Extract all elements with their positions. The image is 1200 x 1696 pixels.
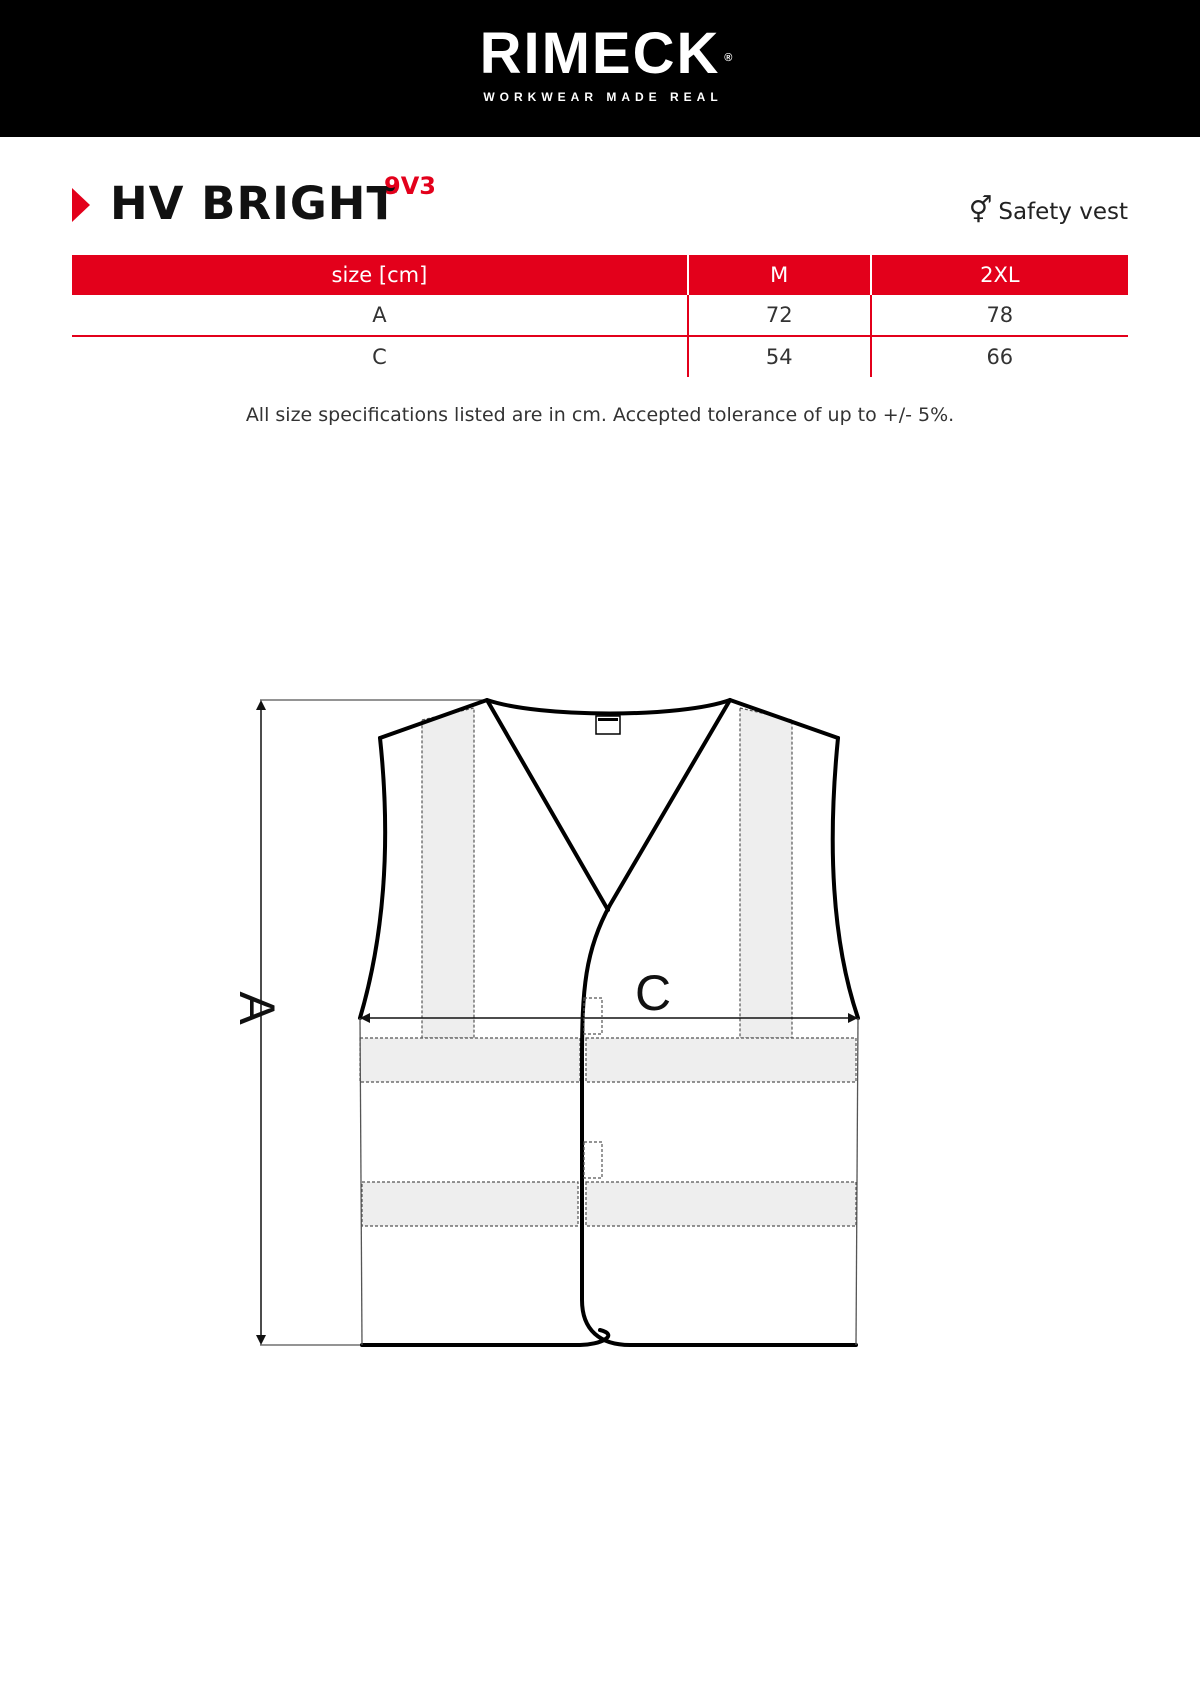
table-cell: 66 bbox=[871, 336, 1128, 377]
row-label: A bbox=[72, 295, 688, 336]
dimension-a-label: A bbox=[229, 991, 285, 1025]
header-size: size [cm] bbox=[72, 255, 688, 295]
table-cell: 72 bbox=[688, 295, 871, 336]
fastener-patches bbox=[584, 998, 602, 1178]
brand-name: RIMECK bbox=[479, 21, 721, 86]
product-name: HV BRIGHT bbox=[110, 177, 399, 230]
dimension-c-label: C bbox=[634, 965, 672, 1021]
header-m: M bbox=[688, 255, 871, 295]
product-code: 9V3 bbox=[384, 172, 436, 200]
brand-tagline: WORKWEAR MADE REAL bbox=[483, 90, 723, 104]
header-2xl: 2XL bbox=[871, 255, 1128, 295]
row-label: C bbox=[372, 345, 387, 369]
reflective-stripes bbox=[360, 708, 856, 1226]
unisex-gender-icon: ⚥ bbox=[968, 196, 993, 226]
table-cell: 78 bbox=[871, 295, 1128, 336]
category-label: Safety vest bbox=[998, 199, 1128, 225]
tolerance-note: All size specifications listed are in cm. Accepted tolerance of up to +/- 5%. bbox=[245, 404, 955, 426]
table-cell: 54 bbox=[688, 336, 871, 377]
registered-mark: ® bbox=[724, 52, 735, 64]
care-label bbox=[596, 716, 620, 734]
